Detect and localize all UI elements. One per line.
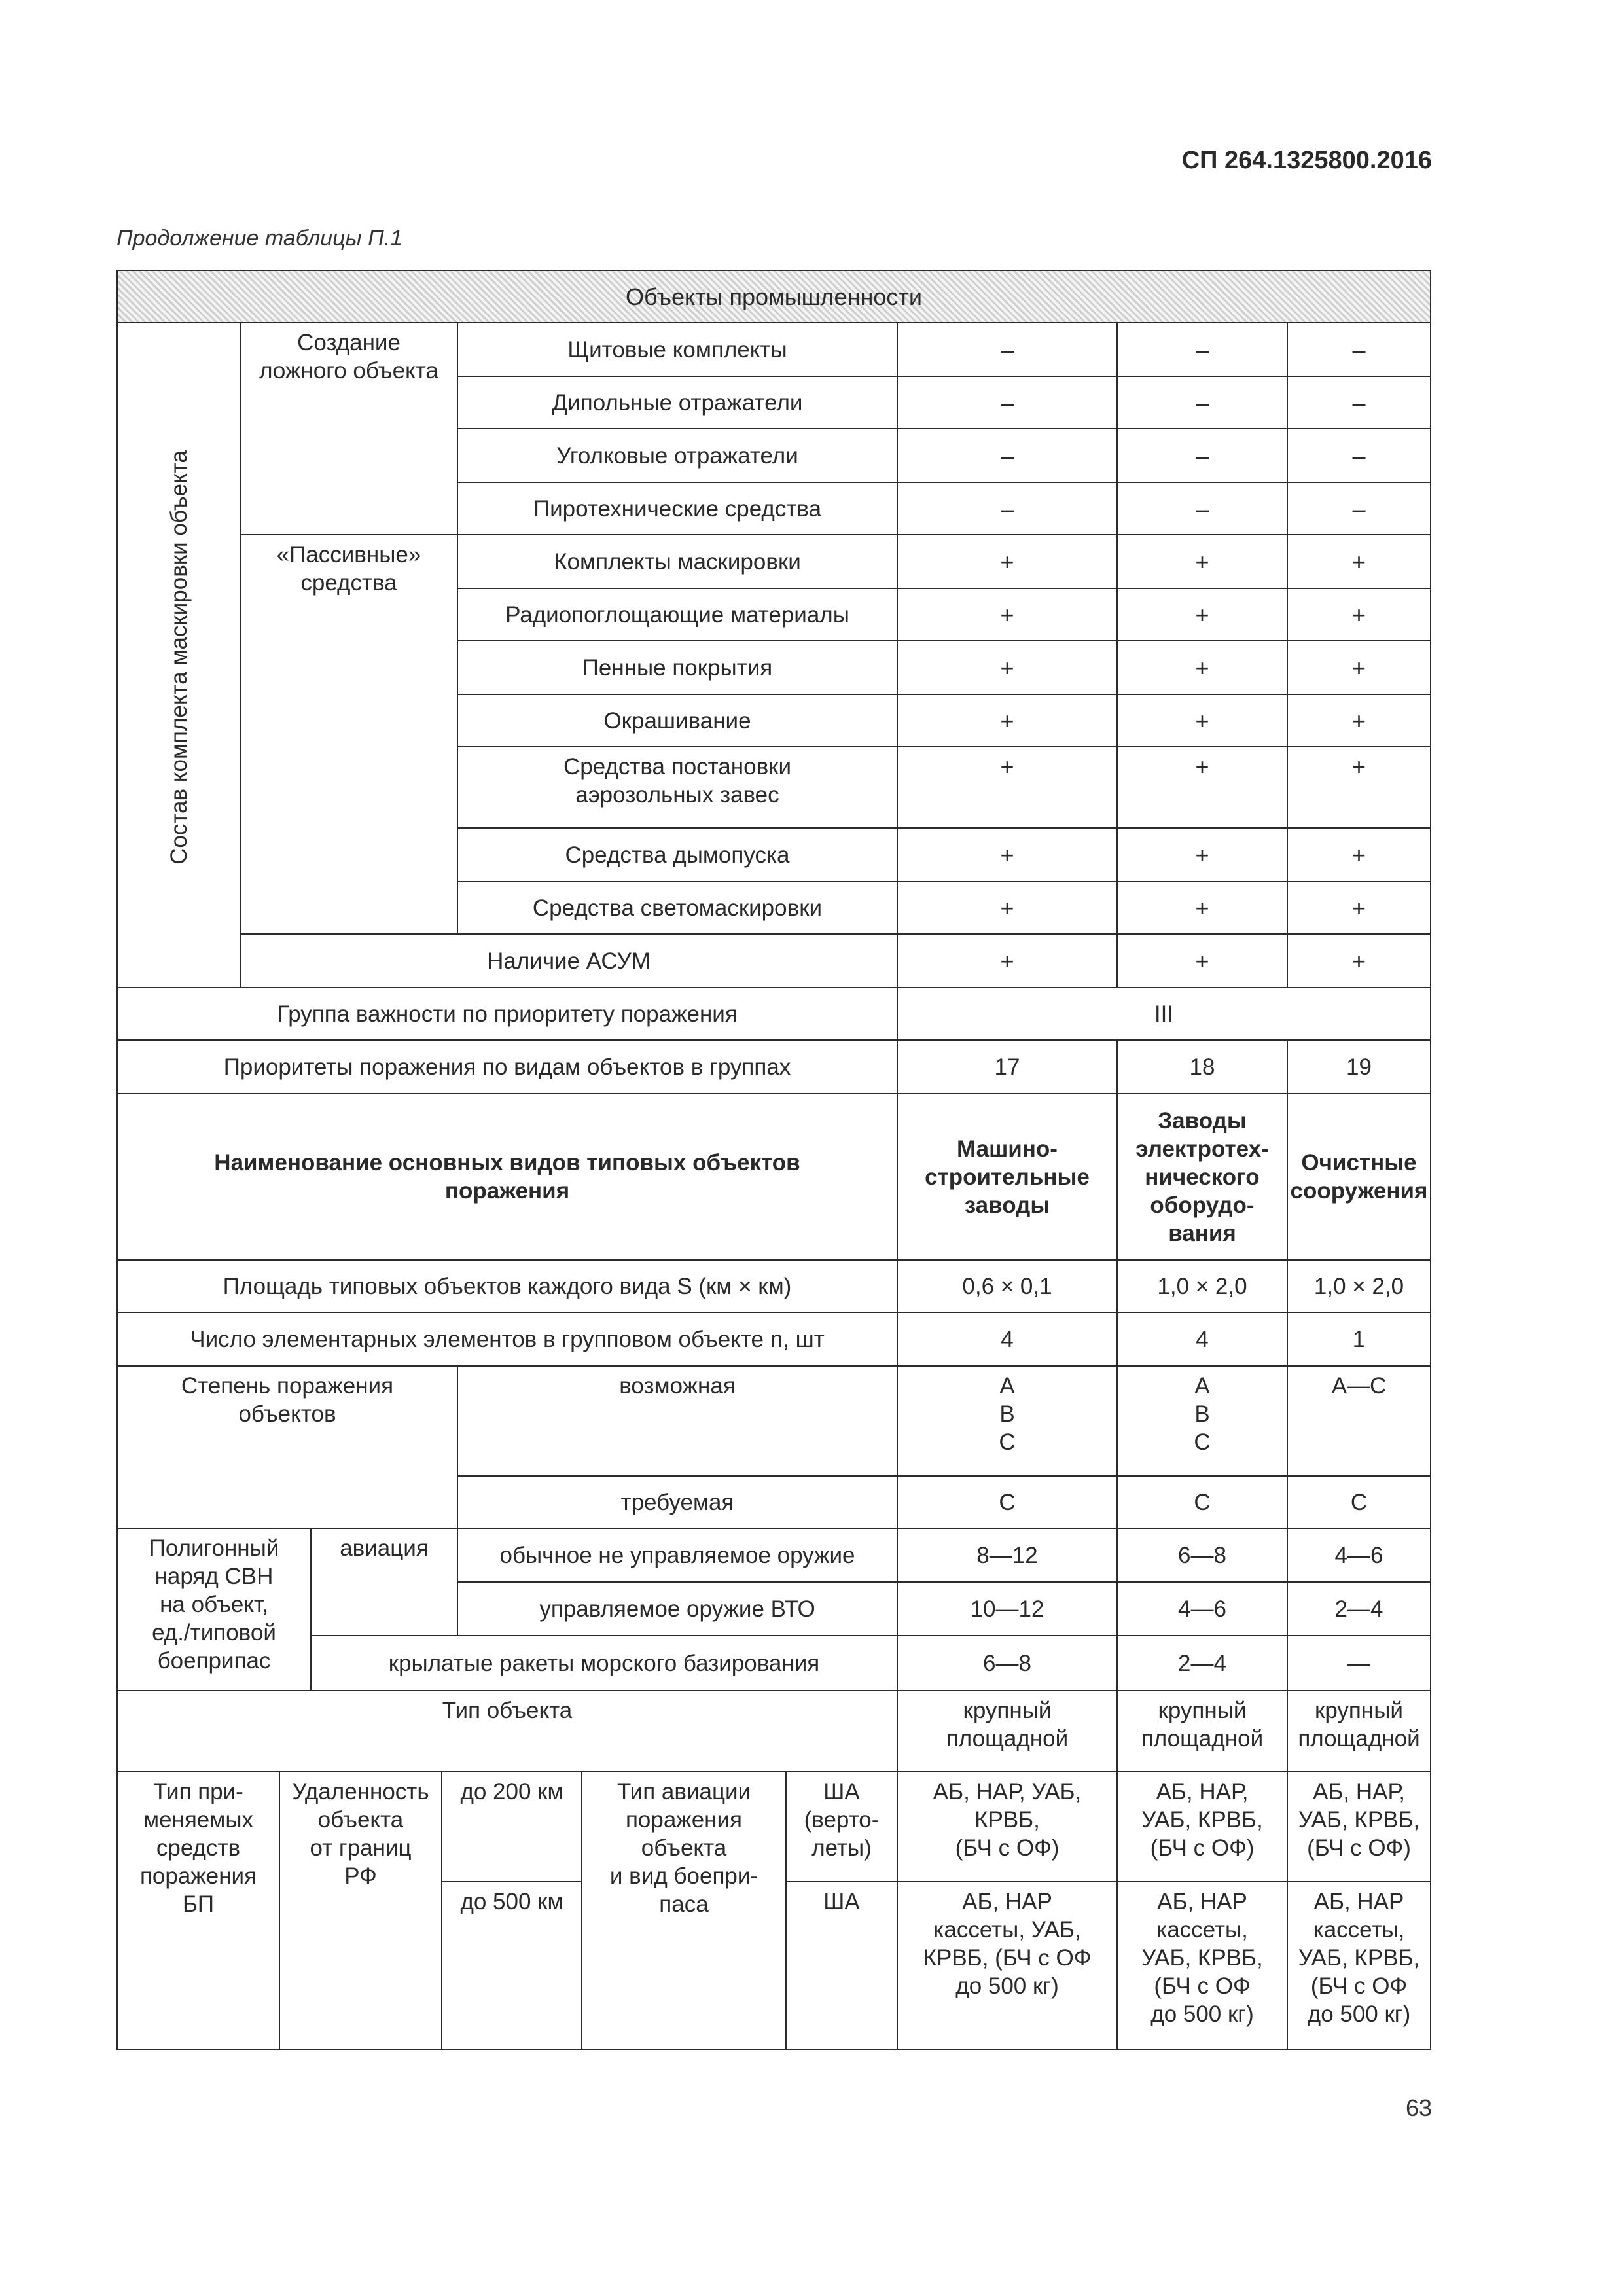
value-cell: + — [897, 588, 1118, 641]
value-cell: 1,0 × 2,0 — [1287, 1259, 1431, 1313]
row-radio-absorbing: Радиопоглощающие материалы — [457, 588, 898, 641]
damage-required-label: требуемая — [457, 1475, 898, 1529]
row-unguided: обычное не управляемое оружие — [457, 1528, 898, 1583]
value-cell: 4—6 — [1116, 1581, 1288, 1636]
row-shield-kits: Щитовые комплекты — [457, 322, 898, 377]
group-label-vertical — [116, 322, 241, 992]
value-cell: – — [897, 428, 1118, 483]
value-cell: 1 — [1287, 1312, 1431, 1367]
svn-label: Полигонный наряд СВН на объект, ед./типовой боеприпас — [116, 1528, 312, 1691]
value-cell: 4 — [1116, 1312, 1288, 1367]
value-cell: 2—4 — [1116, 1635, 1288, 1691]
damage-possible-label: возможная — [457, 1365, 898, 1477]
false-object-label: Создание ложного объекта — [240, 322, 458, 535]
value-cell: + — [1287, 933, 1431, 988]
value-cell: 4—6 — [1287, 1528, 1431, 1583]
value-cell: — — [1287, 1635, 1431, 1691]
distance-label: Удаленность объекта от границ РФ — [279, 1771, 442, 2050]
row-importance-group: Группа важности по приоритету поражения — [116, 987, 898, 1041]
value-cell: – — [1287, 428, 1431, 483]
row-painting: Окрашивание — [457, 694, 898, 747]
value-cell: С — [1116, 1475, 1288, 1529]
distance-500km: до 500 км — [441, 1881, 582, 2050]
value-cell: крупный площадной — [1287, 1690, 1431, 1772]
section-title: Объекты промышленности — [116, 270, 1431, 323]
object-type-treatment-facilities: Очистные сооружения — [1287, 1093, 1431, 1261]
passive-means-label: «Пассивные» средства — [240, 534, 458, 940]
value-cell: А—С — [1287, 1365, 1431, 1477]
value-cell: С — [897, 1475, 1118, 1529]
row-aerosol-screens: Средства постановки аэрозольных завес — [457, 746, 898, 829]
carrier-sha: ША — [785, 1881, 898, 2050]
value-cell: 6—8 — [1116, 1528, 1288, 1583]
value-cell: + — [897, 827, 1118, 882]
value-cell: + — [897, 933, 1118, 988]
value-cell: + — [1116, 827, 1288, 882]
row-pyrotechnics: Пиротехнические средства — [457, 482, 898, 535]
row-cruise-missiles: крылатые ракеты морского базирования — [310, 1635, 898, 1691]
row-elements: Число элементарных элементов в групповом объекте n, шт — [116, 1312, 898, 1367]
value-cell: 18 — [1116, 1039, 1288, 1094]
distance-200km: до 200 км — [441, 1771, 582, 1882]
value-cell: – — [1116, 428, 1288, 483]
row-smoke: Средства дымопуска — [457, 827, 898, 882]
value-cell: крупный площадной — [1116, 1690, 1288, 1772]
value-cell: + — [1287, 694, 1431, 747]
value-cell: АБ, НАР, УАБ, КРВБ, (БЧ с ОФ) — [1116, 1771, 1288, 1882]
value-cell: + — [897, 534, 1118, 589]
carrier-helicopters: ША (верто- леты) — [785, 1771, 898, 1882]
table-continuation-caption: Продолжение таблицы П.1 — [116, 226, 403, 251]
value-cell: 6—8 — [897, 1635, 1118, 1691]
value-cell: 1,0 × 2,0 — [1116, 1259, 1288, 1313]
value-cell: + — [1287, 827, 1431, 882]
value-cell: – — [897, 322, 1118, 377]
value-cell: + — [897, 746, 1118, 829]
value-cell: АБ, НАР кассеты, УАБ, КРВБ, (БЧ с ОФ до 500 кг) — [1287, 1881, 1431, 2050]
value-cell: 8—12 — [897, 1528, 1118, 1583]
value-cell: + — [1287, 588, 1431, 641]
value-cell: 10—12 — [897, 1581, 1118, 1636]
aviation-label: авиация — [310, 1528, 458, 1636]
importance-group-value: III — [897, 987, 1431, 1041]
value-cell: АБ, НАР кассеты, УАБ, КРВБ, (БЧ с ОФ до 500 кг) — [897, 1881, 1118, 2050]
value-cell: А В С — [897, 1365, 1118, 1477]
row-object-type: Тип объекта — [116, 1690, 898, 1772]
object-type-machine-building: Машино- строительные заводы — [897, 1093, 1118, 1261]
row-priorities: Приоритеты поражения по видам объектов в группах — [116, 1039, 898, 1094]
value-cell: – — [1287, 376, 1431, 429]
value-cell: А В С — [1116, 1365, 1288, 1477]
group-label-text: Состав комплекта маскировки объекта — [166, 450, 192, 865]
value-cell: – — [1116, 322, 1288, 377]
value-cell: 2—4 — [1287, 1581, 1431, 1636]
aviation-type-label: Тип авиации поражения объекта и вид боепри- паса — [581, 1771, 787, 2050]
row-object-types-header: Наименование основных видов типовых объектов поражения — [116, 1093, 898, 1261]
value-cell: АБ, НАР, УАБ, КРВБ, (БЧ с ОФ) — [1287, 1771, 1431, 1882]
value-cell: 4 — [897, 1312, 1118, 1367]
value-cell: + — [1116, 534, 1288, 589]
value-cell: + — [1116, 588, 1288, 641]
value-cell: + — [1116, 694, 1288, 747]
row-corner-reflectors: Уголковые отражатели — [457, 428, 898, 483]
value-cell: – — [897, 376, 1118, 429]
row-foam-coatings: Пенные покрытия — [457, 640, 898, 695]
value-cell: + — [1116, 640, 1288, 695]
main-table — [116, 270, 1431, 2050]
value-cell: – — [1287, 482, 1431, 535]
damage-degree-label: Степень поражения объектов — [116, 1365, 458, 1529]
value-cell: + — [1116, 881, 1288, 935]
value-cell: АБ, НАР, УАБ, КРВБ, (БЧ с ОФ) — [897, 1771, 1118, 1882]
value-cell: С — [1287, 1475, 1431, 1529]
value-cell: + — [897, 881, 1118, 935]
row-camouflage-kits: Комплекты маскировки — [457, 534, 898, 589]
value-cell: – — [1116, 376, 1288, 429]
row-asum: Наличие АСУМ — [240, 933, 898, 988]
value-cell: АБ, НАР кассеты, УАБ, КРВБ, (БЧ с ОФ до 500 кг) — [1116, 1881, 1288, 2050]
row-light-camouflage: Средства светомаскировки — [457, 881, 898, 935]
value-cell: + — [1287, 881, 1431, 935]
value-cell: крупный площадной — [897, 1690, 1118, 1772]
value-cell: + — [1287, 534, 1431, 589]
value-cell: – — [1287, 322, 1431, 377]
value-cell: + — [897, 640, 1118, 695]
value-cell: + — [1116, 933, 1288, 988]
object-type-electrical-equipment: Заводы электротех- нического оборудо- вания — [1116, 1093, 1288, 1261]
value-cell: – — [897, 482, 1118, 535]
value-cell: 19 — [1287, 1039, 1431, 1094]
page-number: 63 — [1405, 2094, 1432, 2121]
row-area: Площадь типовых объектов каждого вида S (км × км) — [116, 1259, 898, 1313]
row-guided: управляемое оружие ВТО — [457, 1581, 898, 1636]
value-cell: 17 — [897, 1039, 1118, 1094]
row-dipole-reflectors: Дипольные отражатели — [457, 376, 898, 429]
value-cell: + — [1287, 746, 1431, 829]
value-cell: 0,6 × 0,1 — [897, 1259, 1118, 1313]
document-code: СП 264.1325800.2016 — [1181, 147, 1432, 174]
value-cell: + — [1116, 746, 1288, 829]
value-cell: – — [1116, 482, 1288, 535]
means-type-label: Тип при- меняемых средств поражения БП — [116, 1771, 280, 2050]
value-cell: + — [1287, 640, 1431, 695]
value-cell: + — [897, 694, 1118, 747]
